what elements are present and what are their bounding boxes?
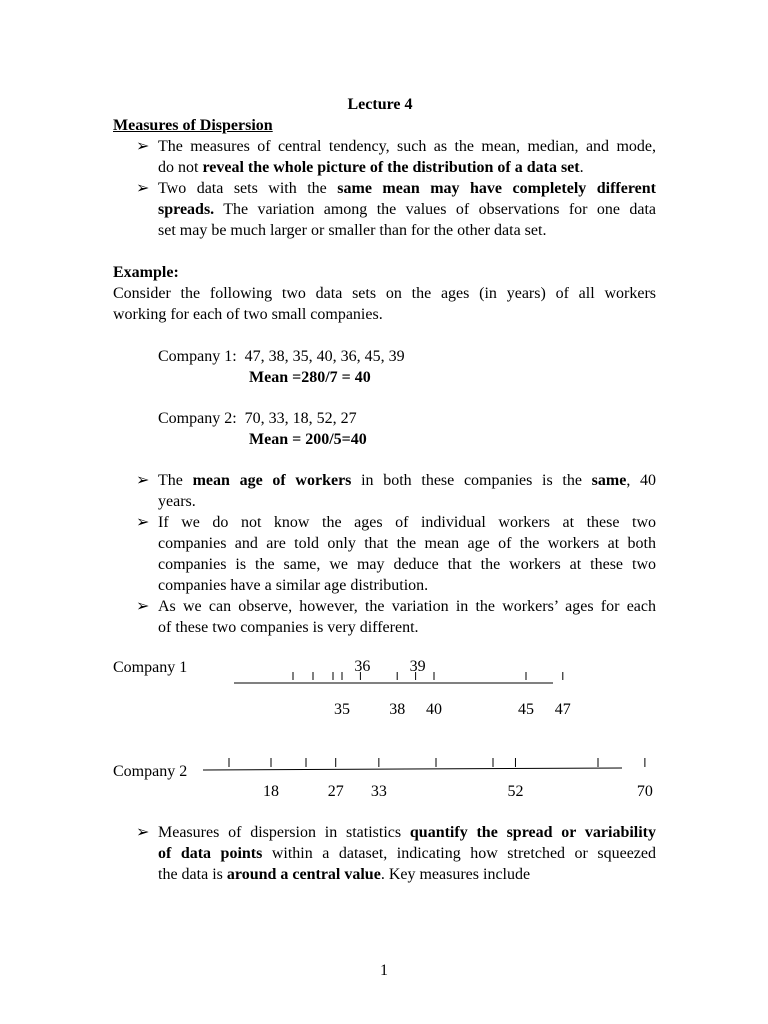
text-line: The measures of central tendency, such as the mean, median, and mode, (158, 138, 656, 155)
intro-bullet-2 (158, 178, 656, 241)
company1-values: 47, 38, 35, 40, 36, 45, 39 (244, 348, 405, 365)
bullet-arrow-icon: ➢ (136, 138, 150, 155)
page-number: 1 (380, 962, 388, 979)
text-line: companies is the same, we may deduce that the workers at these two (158, 556, 656, 573)
mid-bullet-3 (158, 596, 656, 638)
section-heading: Measures of Dispersion (113, 117, 273, 134)
company1-data (158, 346, 405, 367)
company1-ticks (293, 672, 563, 680)
bullet-arrow-icon: ➢ (136, 180, 150, 197)
company2-ticks (229, 758, 645, 767)
company1-value-label: 45 (518, 701, 534, 718)
text-line: spreads. The variation among the values of observations for one data (158, 201, 656, 218)
company1-value-label-above: 39 (409, 658, 426, 675)
company2-value-label: 70 (636, 783, 653, 800)
company1-value-label: 47 (554, 701, 571, 718)
company1-labels-below (334, 701, 571, 718)
text-line: Measures of dispersion in statistics quantify the spread or variability (158, 824, 657, 841)
text-line: companies have a similar age distribution. (158, 577, 429, 594)
text-line: of data points within a dataset, indicating how stretched or squeezed (158, 845, 656, 862)
company1-label: Company 1: (158, 348, 237, 365)
company2-value-label: 52 (507, 783, 524, 800)
text-line: The mean age of workers in both these companies is the same, 40 (158, 472, 657, 489)
company2-axis-line (203, 768, 622, 770)
example-paragraph (113, 283, 656, 325)
company2-label: Company 2: (158, 410, 237, 427)
company1-value-label: 38 (389, 701, 406, 718)
bullet-arrow-icon: ➢ (136, 824, 150, 841)
company2-labels-below (263, 783, 653, 800)
text-line: set may be much larger or smaller than for the other data set. (158, 222, 547, 239)
text-line: working for each of two small companies. (113, 306, 383, 323)
bullet-arrow-icon: ➢ (136, 598, 150, 615)
company1-value-label: 40 (426, 701, 442, 718)
text-line: the data is around a central value. Key measures include (158, 866, 531, 883)
company2-values: 70, 33, 18, 52, 27 (244, 410, 357, 427)
text-line: of these two companies is very different. (158, 619, 419, 636)
mid-bullet-1 (158, 470, 656, 512)
company2-mean: Mean = 200/5=40 (249, 431, 367, 448)
company2-value-label: 33 (370, 783, 387, 800)
chart-row-label-company2: Company 2 (113, 763, 188, 780)
text-line: companies and are told only that the mean age of the workers at both (158, 535, 656, 552)
text-line: Consider the following two data sets on the ages (in years) of all workers (113, 285, 656, 302)
final-bullet (158, 822, 656, 885)
text-line: years. (158, 493, 196, 510)
mid-bullet-2 (158, 512, 656, 596)
example-heading: Example: (113, 264, 179, 281)
intro-bullet-1 (158, 136, 656, 178)
bullet-arrow-icon: ➢ (136, 514, 150, 531)
company1-value-label: 35 (334, 701, 350, 718)
dispersion-number-lines (0, 640, 768, 810)
bullet-arrow-icon: ➢ (136, 472, 150, 489)
company2-value-label: 27 (327, 783, 344, 800)
text-line: Two data sets with the same mean may have completely different (158, 180, 656, 197)
company2-value-label: 18 (263, 783, 279, 800)
company2-data (158, 408, 357, 429)
chart-row-label-company1: Company 1 (113, 659, 188, 676)
text-line: As we can observe, however, the variation in the workers’ ages for each (158, 598, 656, 615)
page-title: Lecture 4 (347, 96, 413, 113)
company1-mean: Mean =280/7 = 40 (249, 369, 371, 386)
text-line: If we do not know the ages of individual workers at these two (158, 514, 656, 531)
text-line: do not reveal the whole picture of the distribution of a data set. (158, 159, 584, 176)
company1-labels-above (354, 658, 425, 675)
company1-value-label-above: 36 (354, 658, 371, 675)
